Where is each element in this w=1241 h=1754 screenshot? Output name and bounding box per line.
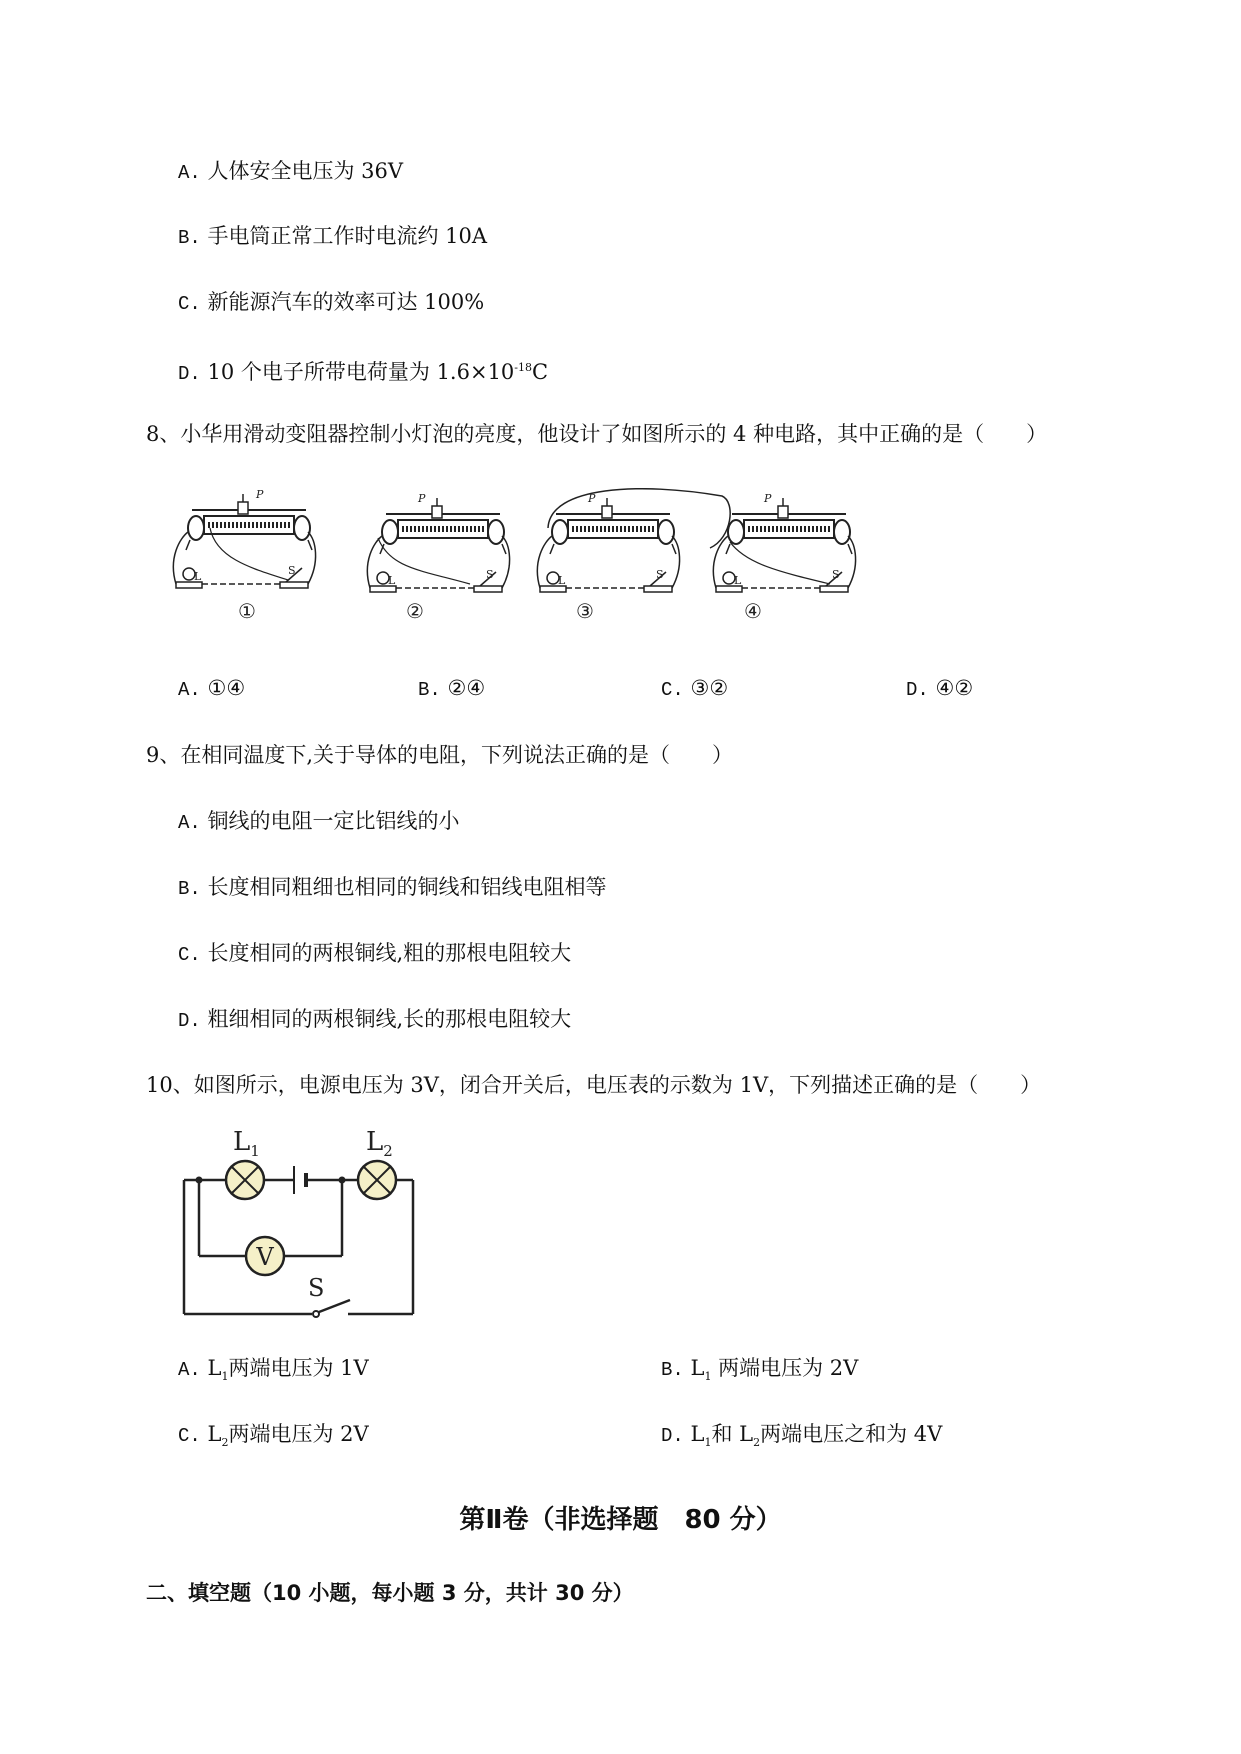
q10-option-c: C. $L_2$两端电压为 2V [178, 1422, 369, 1450]
q7-option-a: A. 人体安全电压为 36V [178, 159, 404, 184]
q8-option-b: B. ②④ [418, 676, 486, 701]
label-s-2: S [486, 568, 494, 581]
label-l-4: L [734, 574, 742, 587]
svg-text:L1 [233, 1127, 260, 1160]
label-p-3: P [588, 492, 596, 505]
figure-label-4: ④ [744, 599, 762, 623]
q9-stem: 9、在相同温度下,关于导体的电阻，下列说法正确的是（ ） [146, 743, 734, 767]
q8-figure-group [170, 488, 910, 628]
figure-label-1: ① [238, 599, 256, 623]
figure-label-3: ③ [576, 599, 594, 623]
q7-option-d: D. 10 个电子所带电荷量为 $1.6\times 10^{-18}C$ [178, 360, 549, 385]
q8-option-d: D. ④② [906, 676, 974, 701]
lamp-l2-icon [358, 1161, 396, 1199]
q8-option-a: A. ①④ [178, 676, 246, 701]
q9-option-a: A. 铜线的电阻一定比铝线的小 [178, 809, 460, 834]
q8-option-c: C. ③② [661, 676, 729, 701]
switch-label: S [308, 1274, 325, 1302]
figure-label-2: ② [406, 599, 424, 623]
section2-heading: 二、填空题（10 小题，每小题 3 分，共计 30 分） [146, 1581, 634, 1605]
label-s-4: S [832, 568, 840, 581]
part2-title: 第Ⅱ卷（非选择题 80 分） [459, 1505, 782, 1535]
voltmeter-label: V [256, 1243, 274, 1271]
l1-subscript: 1 [250, 1142, 260, 1160]
label-l-2: L [388, 574, 396, 587]
lamp-l1-icon [226, 1161, 264, 1199]
l1-label: L [233, 1127, 251, 1157]
q7-option-c: C. 新能源汽车的效率可达 100% [178, 290, 485, 315]
label-s-1: S [288, 564, 296, 577]
q10-option-b: B. $L_1$ 两端电压为 2V [661, 1356, 859, 1384]
label-l-1: L [194, 570, 202, 583]
q9-option-b: B. 长度相同粗细也相同的铜线和铝线电阻相等 [178, 875, 607, 900]
q9-option-c: C. 长度相同的两根铜线,粗的那根电阻较大 [178, 941, 572, 966]
label-p-4: P [764, 492, 772, 505]
circuit-figure-3 [537, 489, 730, 592]
q10-circuit-diagram [170, 1124, 430, 1324]
label-p-2: P [418, 492, 426, 505]
q8-stem: 8、小华用滑动变阻器控制小灯泡的亮度，他设计了如图所示的 4 种电路，其中正确的是（ ） [146, 422, 1048, 446]
l2-label: L [366, 1127, 384, 1157]
q10-option-a: A. $L_1$两端电压为 1V [178, 1356, 369, 1384]
q7-option-b: B. 手电筒正常工作时电流约 10A [178, 224, 488, 249]
label-l-3: L [558, 574, 566, 587]
svg-text:L2 [366, 1127, 393, 1160]
q10-option-d: D. $L_1$和 $L_2$两端电压之和为 4V [661, 1422, 943, 1450]
label-p-1: P [256, 488, 264, 501]
q10-stem: 10、如图所示，电源电压为 3V，闭合开关后，电压表的示数为 1V，下列描述正确的是（ ） [146, 1073, 1042, 1097]
q9-option-d: D. 粗细相同的两根铜线,长的那根电阻较大 [178, 1007, 572, 1032]
label-s-3: S [656, 568, 664, 581]
l2-subscript: 2 [383, 1142, 393, 1160]
